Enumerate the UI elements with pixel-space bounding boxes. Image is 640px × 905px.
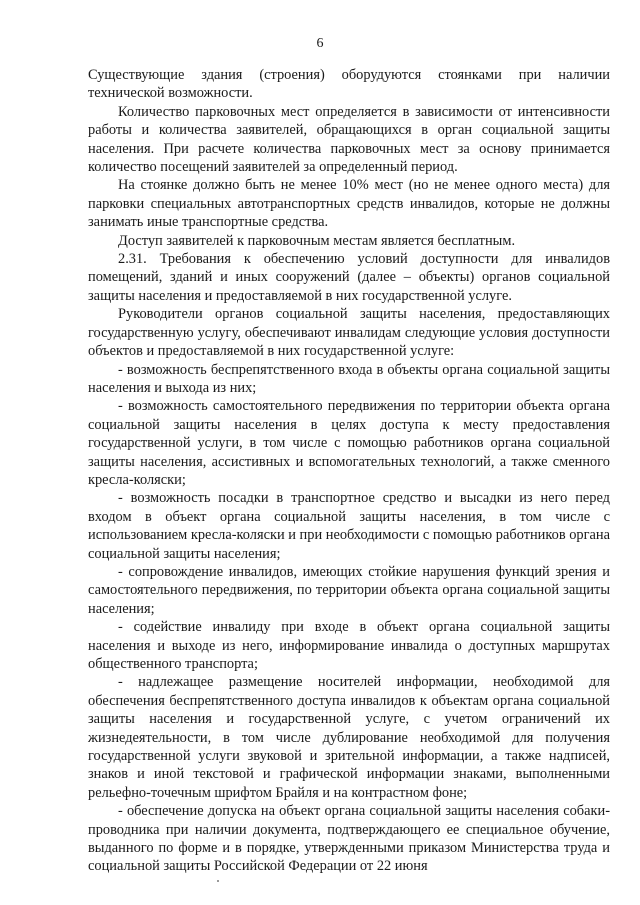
scan-artifact (217, 880, 219, 882)
paragraph-heads-ensure: Руководители органов социальной защиты населения, предоставляющих государственную услугу, обеспечивают инвалидам следующие условия доступности объектов и предоставляемой в них государственной услуге: (88, 306, 610, 360)
list-item-entry-exit: - возможность беспрепятственного входа в объекты органа социальной защиты населения и выхода из них; (88, 361, 610, 396)
paragraph-disabled-parking: На стоянке должно быть не менее 10% мест (но не менее одного места) для парковки специальных автотранспортных средств инвалидов, которые не должны занимать иные транспортные средства. (88, 177, 610, 231)
list-item-escort: - сопровождение инвалидов, имеющих стойкие нарушения функций зрения и самостоятельного передвижения, по территории объекта органа социальной защиты населения; (88, 563, 610, 617)
list-item-assistance: - содействие инвалиду при входе в объект органа социальной защиты населения и выходе из него, информирование инвалида о доступных маршрутах общественного транспорта; (88, 619, 610, 672)
list-item-movement: - возможность самостоятельного передвижения по территории объекта органа социальной защиты населения в целях доступа к месту предоставления государственной услуги, в том числе с помощью работников органа социальной защиты населения, ассистивных и вспомогательных технологий, а также сменного кресла-коляски; (88, 398, 610, 488)
paragraph-free-access: Доступ заявителей к парковочным местам является бесплатным. (118, 232, 516, 249)
document-body (88, 66, 610, 876)
paragraph-2-31-requirements: 2.31. Требования к обеспечению условий доступности для инвалидов помещений, зданий и иных сооружений (далее – объекты) органов социальной защиты населения и предоставляемой в них государственной услуге. (88, 251, 610, 304)
list-item-information: - надлежащее размещение носителей информации, необходимой для обеспечения беспрепятственного доступа инвалидов к объектам органа социальной защиты населения и государственной услуге, с учетом ограничений их жизнедеятельности, в том числе дублирование необходимой для получения государственной услуги звуковой и зрительной информации, а также надписей, знаков и иной текстовой и графической информации знаками, выполненными рельефно-точечным шрифтом Брайля и на контрастном фоне; (88, 674, 610, 801)
page-number: 6 (316, 36, 324, 51)
list-item-guide-dog: - обеспечение допуска на объект органа социальной защиты населения собаки-проводника при наличии документа, подтверждающего ее специальное обучение, выданного по форме и в порядке, утвержденными приказом Министерства труда и социальной защиты Российской Федерации от 22 июня (88, 803, 610, 875)
paragraph-parking-count: Количество парковочных мест определяется в зависимости от интенсивности работы и количества заявителей, обращающихся в орган социальной защиты населения. При расчете количества парковочных мест за основу принимается количество посещений заявителей за определенный период. (88, 103, 610, 176)
paragraph-existing-buildings: Существующие здания (строения) оборудуются стоянками при наличии технической возможности. (88, 67, 610, 102)
list-item-boarding: - возможность посадки в транспортное средство и высадки из него перед входом в объект органа социальной защиты населения, в том числе с использованием кресла-коляски и при необходимости с помощью работников органа социальной защиты населения; (88, 490, 611, 562)
